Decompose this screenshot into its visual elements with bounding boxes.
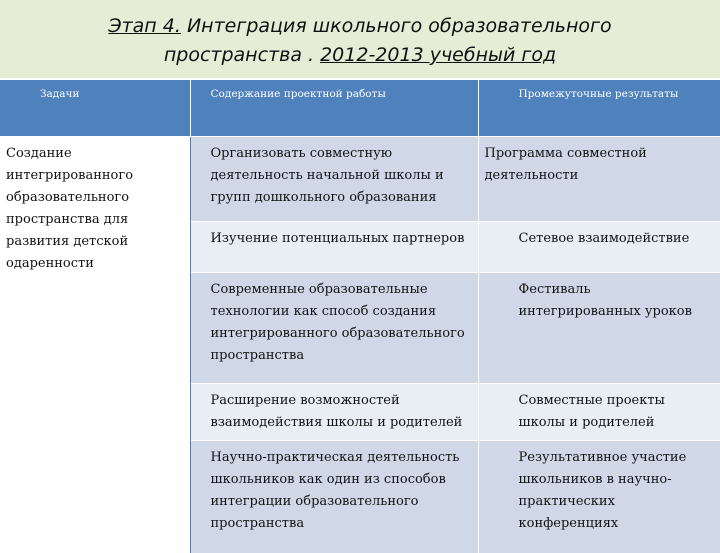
table-row — [0, 137, 720, 222]
slide-title — [0, 12, 720, 70]
project-table — [0, 80, 720, 553]
content-cell: Расширение возможностей взаимодействия школы и родителей — [190, 384, 478, 441]
result-cell: Сетевое взаимодействие — [478, 222, 720, 273]
task-cell: Создание интегрированного образовательного пространства для развития детской одаренности — [0, 137, 190, 553]
title-line-2 — [0, 41, 720, 70]
result-cell: Результативное участие школьников в научно-практических конференциях — [478, 441, 720, 553]
title-line-1 — [0, 12, 720, 41]
content-cell: Современные образовательные технологии как способ создания интегрированного образовательного пространства — [190, 273, 478, 384]
result-cell: Совместные проекты школы и родителей — [478, 384, 720, 441]
header-content: Содержание проектной работы — [190, 80, 478, 137]
title-year: 2012-2013 учебный год — [320, 44, 556, 66]
result-cell: Фестиваль интегрированных уроков — [478, 273, 720, 384]
result-cell: Программа совместной деятельности — [478, 137, 720, 222]
content-cell: Научно-практическая деятельность школьников как один из способов интеграции образовательного пространства — [190, 441, 478, 553]
title-stage: Этап 4. — [108, 15, 181, 37]
title-topic: Интеграция школьного образовательного — [181, 15, 612, 37]
content-cell: Организовать совместную деятельность начальной школы и групп дошкольного образования — [190, 137, 478, 222]
title-topic-cont: пространства . — [164, 44, 320, 66]
content-cell: Изучение потенциальных партнеров — [190, 222, 478, 273]
header-results: Промежуточные результаты — [478, 80, 720, 137]
header-tasks: Задачи — [0, 80, 190, 137]
table-header-row — [0, 80, 720, 137]
